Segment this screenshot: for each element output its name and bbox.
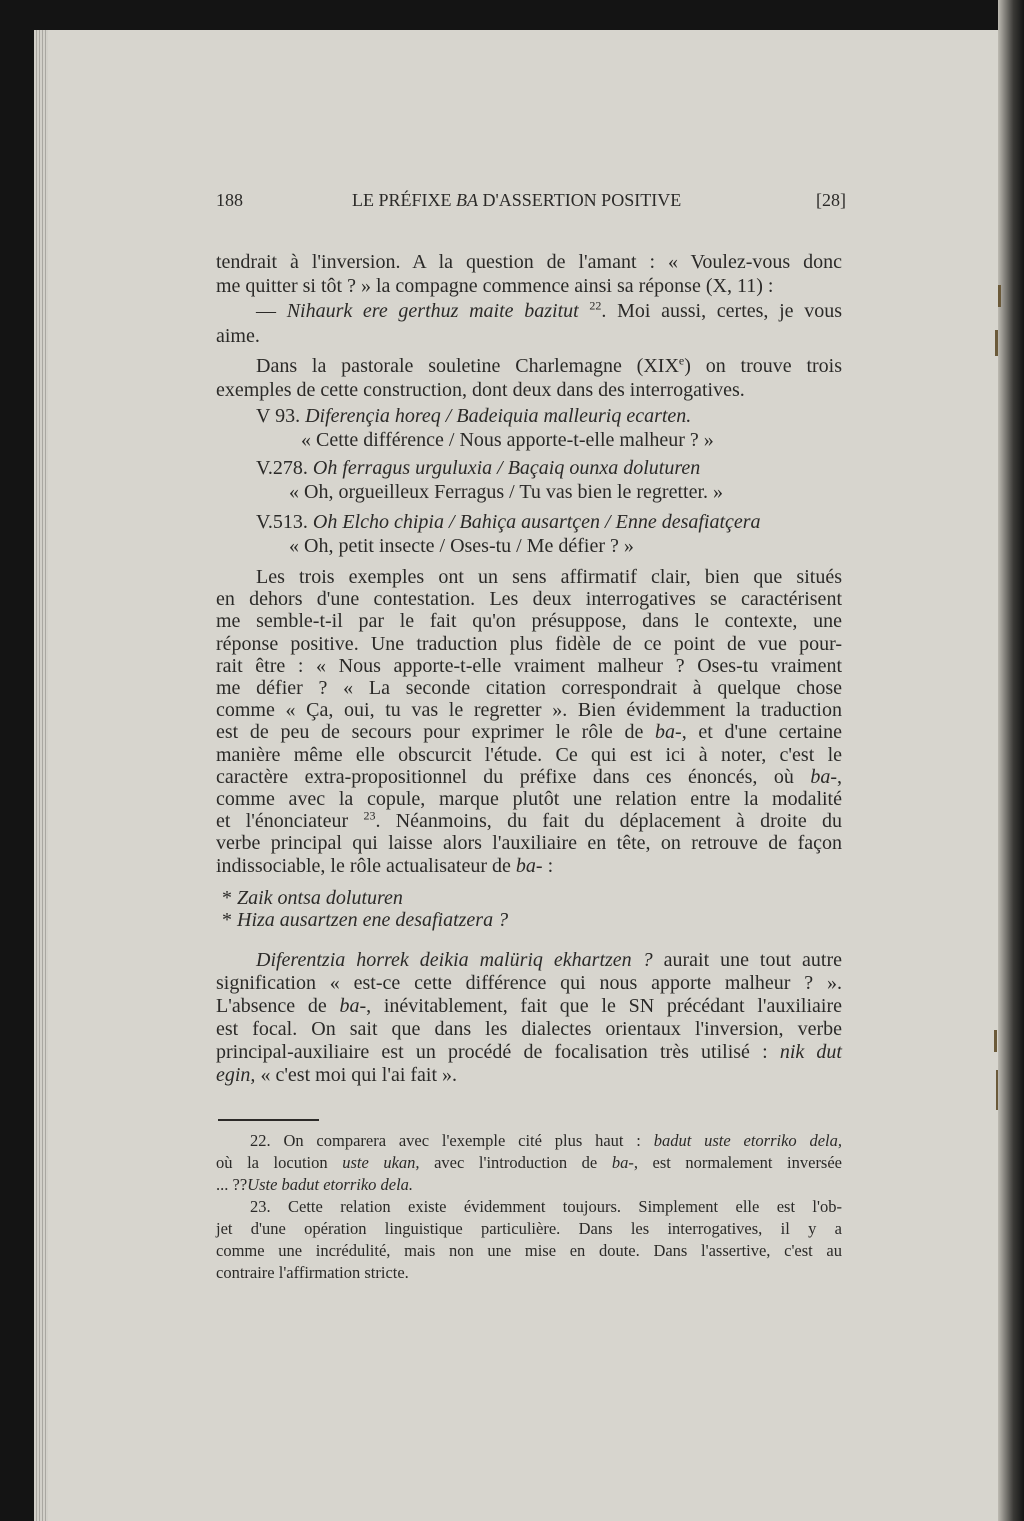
text-segment: aurait une tout autre xyxy=(652,949,842,971)
text-segment: « c'est moi qui l'ai fait ». xyxy=(255,1064,458,1086)
text-segment: contraire l'affirmation stricte. xyxy=(216,1263,409,1282)
text-line xyxy=(216,610,842,632)
text-line xyxy=(216,633,842,655)
text-line xyxy=(216,1041,842,1064)
staple-mark xyxy=(996,1070,998,1110)
text-line xyxy=(216,274,842,298)
text-line xyxy=(216,324,842,349)
example-v513 xyxy=(256,510,836,558)
text-line xyxy=(216,354,842,378)
text-line xyxy=(216,1018,842,1041)
title-text: D'ASSERTION POSITIVE xyxy=(478,190,682,210)
text-line xyxy=(216,1240,842,1262)
text-segment: , xyxy=(837,765,842,788)
text-line xyxy=(216,721,842,743)
text-line xyxy=(216,855,842,877)
text-segment: Les trois exemples ont un sens affirmatif clair, bien que situés xyxy=(256,566,842,588)
text-line xyxy=(216,566,842,588)
text-line xyxy=(216,655,842,677)
text-segment: . Néanmoins, du fait du déplacement à droite du xyxy=(375,810,843,833)
text-line xyxy=(216,1130,842,1152)
text-segment: verbe principal qui laisse alors l'auxiliaire en tête, on retrouve de façon xyxy=(216,832,842,855)
paragraph-3 xyxy=(216,354,842,402)
text-line xyxy=(216,744,842,766)
text-line xyxy=(216,250,842,274)
text-line xyxy=(256,510,836,534)
text-segment: V 93. xyxy=(256,405,306,427)
staple-mark xyxy=(998,285,1001,307)
italic-text: uste ukan, xyxy=(342,1153,420,1172)
italic-text: Diferentzia horrek deikia malüriq ekhartzen ? xyxy=(256,949,653,971)
text-segment: indissociable, le rôle actualisateur de xyxy=(216,854,516,877)
text-line xyxy=(216,949,842,972)
paragraph-1 xyxy=(216,250,842,298)
text-segment: tendrait à l'inversion. A la question de l'amant : « Voulez-vous donc xyxy=(216,251,842,273)
footnote-ref: 23 xyxy=(363,808,376,823)
text-segment: comme avec la copule, marque plutôt une relation entre la modalité xyxy=(216,788,842,811)
text-line xyxy=(216,972,842,995)
italic-text: Uste badut etorriko dela. xyxy=(247,1175,414,1194)
text-line xyxy=(256,534,836,558)
text-line xyxy=(216,1064,842,1087)
text-line xyxy=(222,909,848,931)
footnote-ref: e xyxy=(678,353,685,368)
italic-text: ba- xyxy=(810,765,837,788)
text-segment: réponse positive. Une traduction plus fidèle de ce point de vue pour- xyxy=(216,632,842,655)
text-segment: ) on trouve trois xyxy=(684,355,843,377)
text-segment: comme « Ça, oui, tu vas le regretter ». Bien évidemment la traduction xyxy=(216,699,842,722)
text-segment: * xyxy=(222,909,237,931)
footnote-rule xyxy=(218,1119,319,1121)
text-line xyxy=(256,456,816,480)
running-title xyxy=(352,188,681,212)
italic-text: ba- xyxy=(655,721,682,744)
italic-text: egin, xyxy=(216,1064,256,1086)
text-segment: . Moi aussi, certes, je vous xyxy=(601,300,842,322)
text-segment: principal-auxiliaire est un procédé de focalisation très utilisé : xyxy=(216,1041,780,1063)
text-segment: — xyxy=(256,300,287,322)
text-line xyxy=(216,677,842,699)
text-segment: aime. xyxy=(216,325,260,347)
text-segment: « Cette différence / Nous apporte-t-elle malheur ? » xyxy=(301,429,714,451)
paragraph-4 xyxy=(216,566,842,877)
text-line xyxy=(256,428,816,452)
title-text: LE PRÉFIXE xyxy=(352,190,457,210)
example-v93 xyxy=(256,404,816,452)
text-segment: L'absence de xyxy=(216,995,340,1017)
text-segment: comme une incrédulité, mais non une mise en doute. Dans l'assertive, c'est au xyxy=(216,1241,842,1260)
running-header xyxy=(216,188,846,212)
text-segment: , est normalement inversée xyxy=(633,1153,843,1172)
example-v278 xyxy=(256,456,816,504)
page-number: 188 xyxy=(216,190,243,210)
text-segment: Dans la pastorale souletine Charlemagne (XIX xyxy=(256,355,679,377)
footnote-23 xyxy=(216,1196,842,1284)
text-segment: exemples de cette construction, dont deux dans des interrogatives. xyxy=(216,379,745,401)
text-segment: manière même elle obscurcit l'étude. Ce qui est ici à noter, c'est le xyxy=(216,743,842,766)
text-line xyxy=(216,832,842,854)
italic-text: ba- xyxy=(611,1153,634,1172)
binding-shadow xyxy=(998,0,1024,1521)
text-line xyxy=(216,588,842,610)
staple-mark xyxy=(994,1030,997,1052)
text-line xyxy=(216,1196,842,1218)
text-segment: 22. On comparera avec l'exemple cité plus haut : xyxy=(250,1131,654,1150)
italic-text: Diferençia horeq / Badeiquia malleuriq ecarten. xyxy=(305,405,692,427)
italic-text: badut uste etorriko dela, xyxy=(653,1131,842,1150)
text-segment: V.513. xyxy=(256,511,313,533)
text-segment: 23. Cette relation existe évidemment toujours. Simplement elle est l'ob- xyxy=(250,1197,842,1216)
text-line xyxy=(216,299,842,324)
italic-text: Oh ferragus urguluxia / Baçaiq ounxa doluturen xyxy=(312,457,701,479)
paragraph-2 xyxy=(216,299,842,349)
footnote-22 xyxy=(216,1130,842,1196)
italic-text: ba- xyxy=(339,995,367,1017)
italic-text: ba- xyxy=(515,854,543,877)
text-segment: : xyxy=(542,854,554,877)
text-segment: ... ?? xyxy=(216,1175,248,1194)
starred-examples xyxy=(222,887,848,931)
text-line xyxy=(222,887,848,909)
text-segment: V.278. xyxy=(256,457,313,479)
italic-text: Nihaurk ere gerthuz maite bazitut xyxy=(286,300,579,322)
text-segment: * xyxy=(222,887,237,909)
footnote-ref: 22 xyxy=(589,298,602,313)
text-segment: me semble-t-il par le fait qu'on présuppose, dans le contexte, une xyxy=(216,610,842,633)
text-line xyxy=(256,404,816,428)
text-line xyxy=(216,995,842,1018)
text-line xyxy=(216,1218,842,1240)
text-segment: « Oh, orgueilleux Ferragus / Tu vas bien le regretter. » xyxy=(289,481,724,503)
italic-text: nik dut xyxy=(779,1041,842,1063)
text-segment: est focal. On sait que dans les dialectes orientaux l'inversion, verbe xyxy=(216,1018,842,1040)
text-line xyxy=(256,480,816,504)
text-line xyxy=(216,1262,842,1284)
italic-text: Hiza ausartzen ene desafiatzera ? xyxy=(237,909,509,931)
section-number: [28] xyxy=(816,190,846,210)
text-line xyxy=(216,810,842,832)
text-segment: avec l'introduction de xyxy=(419,1153,612,1172)
text-segment: « Oh, petit insecte / Oses-tu / Me défier ? » xyxy=(289,535,634,557)
text-segment: , inévitablement, fait que le SN précédant l'auxiliaire xyxy=(366,995,842,1017)
text-segment: rait être : « Nous apporte-t-elle vraiment malheur ? Oses-tu vraiment xyxy=(216,654,842,677)
text-segment: signification « est-ce cette différence qui nous apporte malheur ? ». xyxy=(216,972,842,994)
text-segment: me défier ? « La seconde citation correspondrait à quelque chose xyxy=(216,677,842,700)
text-segment: où la locution xyxy=(216,1153,343,1172)
text-line xyxy=(216,1174,842,1196)
page-stack-edges xyxy=(34,30,48,1521)
text-segment: caractère extra-propositionnel du préfixe dans ces énoncés, où xyxy=(216,765,811,788)
text-line xyxy=(216,1152,842,1174)
italic-text: Zaik ontsa doluturen xyxy=(237,887,403,909)
text-segment: me quitter si tôt ? » la compagne commence ainsi sa réponse (X, 11) : xyxy=(216,275,774,297)
text-segment: en dehors d'une contestation. Les deux interrogatives se caractérisent xyxy=(216,588,842,611)
text-segment: et l'énonciateur xyxy=(216,810,364,833)
text-segment: , et d'une certaine xyxy=(681,721,842,744)
staple-mark xyxy=(995,330,998,356)
text-line xyxy=(216,699,842,721)
text-segment xyxy=(579,300,590,322)
paragraph-5 xyxy=(216,949,842,1087)
text-line xyxy=(216,788,842,810)
text-line xyxy=(216,378,842,402)
text-segment: jet d'une opération linguistique particulière. Dans les interrogatives, il y a xyxy=(216,1219,842,1238)
title-italic: BA xyxy=(456,190,479,210)
text-line xyxy=(216,766,842,788)
text-segment: est de peu de secours pour exprimer le rôle de xyxy=(216,721,656,744)
italic-text: Oh Elcho chipia / Bahiça ausartçen / Enne desafiatçera xyxy=(312,511,761,533)
